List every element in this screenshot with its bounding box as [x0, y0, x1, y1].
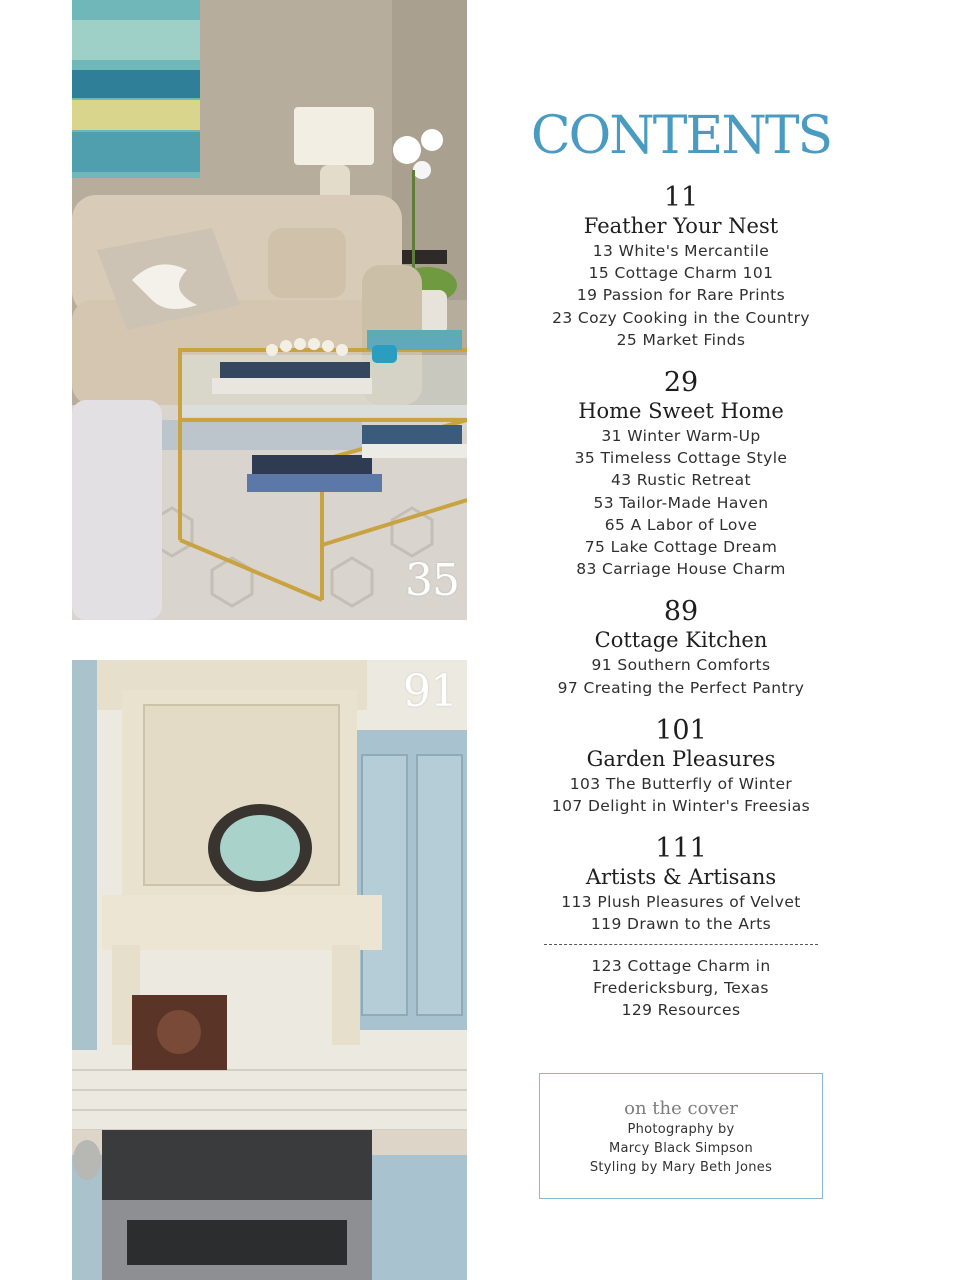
cover-heading: on the cover	[624, 1098, 738, 1119]
contents-item[interactable]: 123 Cottage Charm in	[591, 956, 771, 975]
contents-item[interactable]: 23 Cozy Cooking in the Country	[552, 308, 810, 327]
contents-item[interactable]: Fredericksburg, Texas	[593, 978, 769, 997]
dashed-divider	[544, 944, 818, 945]
contents-item[interactable]: 53 Tailor-Made Haven	[593, 493, 769, 512]
section-feather-your-nest	[505, 184, 857, 351]
table-of-contents	[505, 100, 857, 1021]
contents-item[interactable]: 65 A Labor of Love	[604, 515, 758, 534]
section-number: 11	[663, 182, 699, 213]
section-garden-pleasures	[505, 714, 857, 817]
cover-credit-line: Marcy Black Simpson	[609, 1141, 753, 1156]
cover-credit-line: Styling by Mary Beth Jones	[589, 1160, 773, 1175]
section-artists-artisans	[505, 835, 857, 935]
page-title: CONTENTS	[530, 106, 832, 166]
contents-item[interactable]: 119 Drawn to the Arts	[590, 915, 772, 934]
cover-credit-line: Photography by	[627, 1122, 735, 1137]
photo-page-number: 91	[403, 666, 457, 717]
section-name: Cottage Kitchen	[594, 628, 768, 653]
contents-item[interactable]: 35 Timeless Cottage Style	[574, 449, 788, 468]
section-name: Garden Pleasures	[586, 746, 776, 771]
section-number: 101	[655, 714, 707, 746]
contents-item[interactable]: 15 Cottage Charm 101	[588, 264, 774, 283]
contents-item[interactable]: 19 Passion for Rare Prints	[576, 286, 786, 305]
photo-page-number: 35	[405, 555, 459, 606]
living-room-photo	[72, 0, 467, 620]
contents-item[interactable]: 75 Lake Cottage Dream	[584, 538, 778, 557]
contents-item[interactable]: 13 White's Mercantile	[592, 242, 770, 260]
contents-item[interactable]: 83 Carriage House Charm	[576, 560, 786, 579]
contents-item[interactable]: 97 Creating the Perfect Pantry	[557, 678, 805, 697]
contents-item[interactable]: 25 Market Finds	[616, 330, 746, 349]
contents-item[interactable]: 43 Rustic Retreat	[610, 471, 752, 490]
section-cottage-kitchen	[505, 598, 857, 698]
kitchen-photo	[72, 660, 467, 1280]
contents-item[interactable]: 113 Plush Pleasures of Velvet	[561, 893, 801, 912]
contents-item[interactable]: 91 Southern Comforts	[591, 656, 771, 675]
living-room-illustration	[72, 0, 467, 620]
section-name: Home Sweet Home	[578, 399, 784, 424]
extra-contents	[505, 955, 857, 1022]
contents-item[interactable]: 129 Resources	[621, 1001, 741, 1020]
section-name: Artists & Artisans	[585, 865, 777, 890]
kitchen-illustration	[72, 660, 467, 1280]
section-name: Feather Your Nest	[583, 214, 779, 238]
contents-item[interactable]: 103 The Butterfly of Winter	[569, 774, 793, 793]
section-number: 29	[663, 367, 699, 399]
on-the-cover-box	[539, 1073, 823, 1199]
section-number: 89	[663, 596, 699, 628]
contents-item[interactable]: 31 Winter Warm-Up	[601, 427, 761, 446]
contents-item[interactable]: 107 Delight in Winter's Freesias	[551, 797, 811, 816]
section-number: 111	[655, 833, 707, 865]
section-home-sweet-home	[505, 369, 857, 580]
